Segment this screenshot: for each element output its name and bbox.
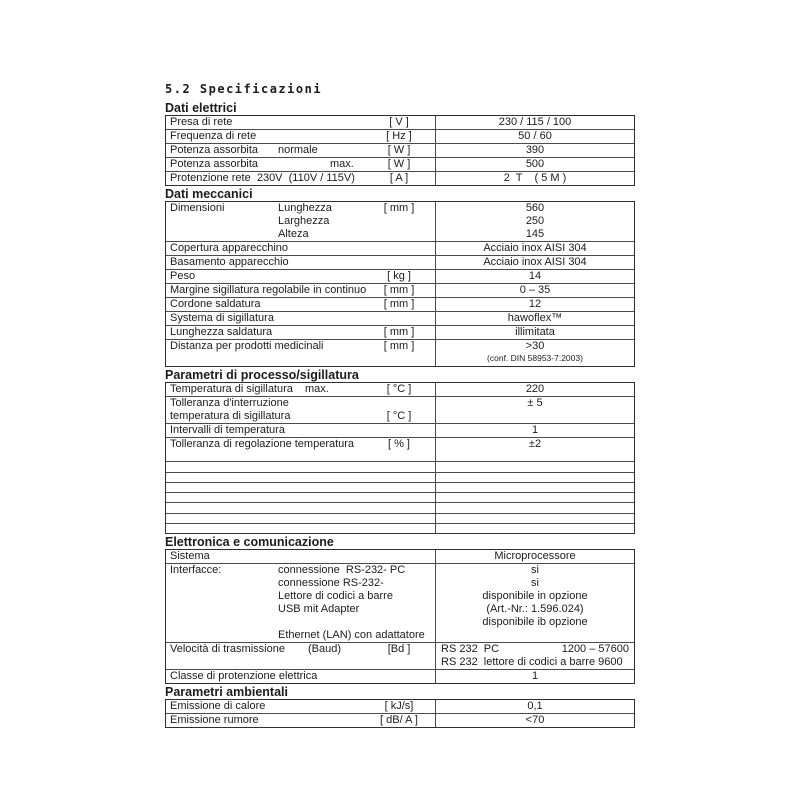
row-value-cell (435, 312, 634, 325)
row-label: Distanza per prodotti medicinali (170, 340, 324, 352)
row-value: 145 (525, 228, 545, 240)
row-label: Frequenza di rete (170, 130, 257, 142)
table-row (166, 325, 634, 339)
table-row-velocita (166, 642, 634, 669)
row-label-cell (166, 424, 435, 437)
row-value-cell (435, 242, 634, 255)
row-label: Basamento apparecchio (170, 256, 289, 268)
row-label: Cordone saldatura (170, 298, 261, 310)
baud-channel: RS 232 PC (441, 643, 500, 656)
row-value: 500 (525, 158, 545, 170)
row-sublabel: Larghezza (278, 215, 330, 227)
table-row (166, 423, 634, 437)
empty-table-row (166, 502, 634, 512)
table-row (166, 171, 634, 185)
row-value-cell (435, 670, 634, 683)
row-label: Copertura apparecchino (170, 242, 289, 254)
row-value: 1 (531, 670, 539, 683)
row-value-cell (435, 202, 634, 241)
row-value: 220 (525, 383, 545, 395)
table-row (166, 713, 634, 727)
row-value-cell (435, 340, 634, 366)
ambientali-table (165, 699, 635, 728)
baud-line2: RS 232 lettore di codici a barre 9600 (441, 656, 623, 669)
row-value: Acciaio inox AISI 304 (483, 256, 587, 268)
dati-elettrici-table (165, 115, 635, 186)
row-unit: [ W ] (387, 144, 411, 156)
row-value: ±2 (528, 438, 542, 450)
row-unit: [ A ] (389, 172, 409, 184)
row-value: 230 / 115 / 100 (498, 116, 572, 128)
interface-value: si (531, 577, 539, 590)
row-label: Classe di protenzione elettrica (170, 670, 318, 683)
table-row (166, 383, 634, 396)
row-label: Potenza assorbita (170, 158, 259, 170)
table-row (166, 241, 634, 255)
empty-table-row (166, 523, 634, 533)
table-row (166, 437, 634, 451)
row-value: 2 T ( 5 M ) (503, 172, 567, 184)
row-value-cell (435, 714, 634, 727)
row-value-note: (conf. DIN 58953-7:2003) (487, 353, 583, 363)
interface-value: disponibile in opzione (482, 590, 588, 603)
row-label: Intervalli di temperatura (170, 424, 285, 436)
row-label-cell (166, 144, 435, 157)
dati-meccanici-table (165, 201, 635, 367)
empty-table-row (166, 451, 634, 461)
row-label: Margine sigillatura regolabile in continuo (170, 284, 367, 296)
row-value: 390 (525, 144, 545, 156)
interface-value: si (531, 564, 539, 577)
row-label: Emissione rumore (170, 714, 259, 727)
row-unit: [ mm ] (383, 340, 415, 352)
row-value-cell (435, 550, 634, 563)
row-value-cell (435, 256, 634, 269)
row-value-cell (435, 144, 634, 157)
row-sublabel: (Baud) (308, 643, 342, 656)
row-label: Lunghezza saldatura (170, 326, 273, 338)
row-value-cell (435, 270, 634, 283)
processo-table (165, 382, 635, 534)
row-value: ± 5 (527, 397, 543, 409)
table-row-distanza (166, 339, 634, 366)
row-value: 0,1 (527, 700, 543, 713)
row-label-cell (166, 670, 435, 683)
table-row (166, 396, 634, 423)
row-label-cell (166, 383, 435, 396)
row-sublabel: Lunghezza (278, 202, 332, 214)
row-label: Potenza assorbita (170, 144, 259, 156)
table-row (166, 550, 634, 563)
row-label-cell (166, 130, 435, 143)
row-value: 0 – 35 (519, 284, 551, 296)
row-unit: [ mm ] (383, 326, 415, 338)
row-sublabel: normale (278, 144, 318, 156)
table-row (166, 283, 634, 297)
row-label-cell (166, 340, 435, 366)
row-label: Presa di rete (170, 116, 233, 128)
row-label-cell (166, 397, 435, 423)
table-row (166, 311, 634, 325)
row-label-cell (166, 564, 435, 642)
heading-elettronica: Elettronica e comunicazione (165, 535, 334, 550)
table-row-dimensioni (166, 202, 634, 241)
row-label: Peso (170, 270, 196, 282)
interface-value: disponibile ib opzione (482, 616, 588, 629)
row-value-cell (435, 158, 634, 171)
heading-ambientali: Parametri ambientali (165, 685, 288, 700)
row-unit: [ dB/ A ] (380, 714, 418, 727)
section-number-title: 5.2 Specificazioni (165, 82, 323, 96)
row-label: Sistema (170, 550, 210, 563)
empty-table-row (166, 513, 634, 523)
row-unit: [ °C ] (386, 383, 412, 395)
row-value: 50 / 60 (518, 130, 552, 142)
row-sublabel: max. (305, 383, 329, 395)
table-row-interfacce (166, 563, 634, 642)
row-unit: [ mm ] (383, 284, 415, 296)
row-unit: [ Hz ] (386, 130, 412, 142)
row-label-cell (166, 116, 435, 129)
row-value-cell (435, 424, 634, 437)
row-label: Tolleranza di regolazione temperatura (170, 438, 355, 450)
row-label-cell (166, 284, 435, 297)
row-label-cell (166, 438, 435, 451)
row-value-cell (435, 172, 634, 185)
row-label-cell (166, 326, 435, 339)
table-row (166, 157, 634, 171)
row-unit: [ °C ] (386, 410, 412, 422)
table-row (166, 143, 634, 157)
table-row (166, 297, 634, 311)
interface-item: Lettore di codici a barre (278, 590, 393, 603)
row-label-cell (166, 202, 435, 241)
row-label-cell (166, 242, 435, 255)
row-value-cell (435, 564, 634, 642)
row-label-cell (166, 700, 435, 713)
row-label: Interfacce: (170, 564, 222, 577)
row-label: Temperatura di sigillatura (170, 383, 293, 395)
row-sublabel: max. (330, 158, 354, 170)
row-value: 1 (531, 424, 539, 436)
table-row (166, 669, 634, 683)
row-value: illimitata (515, 326, 555, 338)
row-label: Tolleranza d'interruzione (170, 397, 289, 409)
table-row (166, 269, 634, 283)
row-unit: [Bd ] (387, 643, 411, 656)
empty-table-row (166, 492, 634, 502)
row-unit: [ mm ] (383, 202, 415, 214)
row-value: 12 (528, 298, 542, 310)
interface-value: (Art.-Nr.: 1.596.024) (486, 603, 584, 616)
row-label-line2: temperatura di sigillatura (170, 410, 291, 422)
row-label-cell (166, 298, 435, 311)
row-value-cell (435, 383, 634, 396)
row-value: 250 (525, 215, 545, 227)
heading-dati-elettrici: Dati elettrici (165, 101, 237, 115)
row-value: 560 (525, 202, 545, 214)
row-value: >30 (525, 340, 545, 352)
interface-item: USB mit Adapter (278, 603, 360, 616)
row-value: Acciaio inox AISI 304 (483, 242, 587, 254)
elettronica-table (165, 549, 635, 684)
row-sublabel: Alteza (278, 228, 309, 240)
row-unit: [ kg ] (387, 270, 411, 282)
row-value-cell (435, 116, 634, 129)
empty-table-row (166, 472, 634, 482)
table-row (166, 700, 634, 713)
row-unit: [ % ] (387, 438, 410, 450)
heading-processo: Parametri di processo/sigillatura (165, 368, 359, 382)
row-unit: [ kJ/s] (384, 700, 414, 713)
row-value-cell (435, 438, 634, 451)
interface-item: connessione RS-232- PC (278, 564, 406, 577)
row-label-cell (166, 312, 435, 325)
row-label: Protenzione rete 230V (110V / 115V) (170, 172, 355, 184)
row-unit: [ V ] (389, 116, 409, 128)
row-label: Velocità di trasmissione (170, 643, 285, 656)
interface-item: connessione RS-232- (278, 577, 384, 590)
row-label-cell (166, 172, 435, 185)
empty-table-row (166, 482, 634, 492)
row-value: <70 (525, 714, 545, 727)
row-label: Systema di sigillatura (170, 312, 274, 324)
row-value-cell (435, 326, 634, 339)
row-value-cell (435, 284, 634, 297)
row-value: hawoflex™ (507, 312, 563, 324)
table-row (166, 255, 634, 269)
row-value-cell (435, 298, 634, 311)
row-label-cell (166, 643, 435, 669)
row-value-cell (435, 700, 634, 713)
interface-value (441, 629, 629, 642)
row-value: Microprocessore (494, 550, 576, 563)
row-unit: [ W ] (387, 158, 411, 170)
table-row (166, 116, 634, 129)
interface-item: Ethernet (LAN) con adattatore (278, 629, 425, 642)
row-label-cell (166, 714, 435, 727)
baud-range: 1200 – 57600 (561, 643, 629, 656)
row-label-cell (166, 158, 435, 171)
row-label-cell (166, 550, 435, 563)
row-label-cell (166, 256, 435, 269)
empty-rows (166, 451, 634, 533)
row-label: Emissione di calore (170, 700, 266, 713)
row-label: Dimensioni (170, 202, 225, 214)
heading-dati-meccanici: Dati meccanici (165, 187, 253, 201)
row-value: 14 (528, 270, 542, 282)
row-unit: [ mm ] (383, 298, 415, 310)
row-value-cell (435, 397, 634, 423)
table-row (166, 129, 634, 143)
row-label-cell (166, 270, 435, 283)
row-value-cell (435, 643, 634, 669)
empty-table-row (166, 461, 634, 471)
row-value-cell (435, 130, 634, 143)
document-page (165, 82, 635, 729)
